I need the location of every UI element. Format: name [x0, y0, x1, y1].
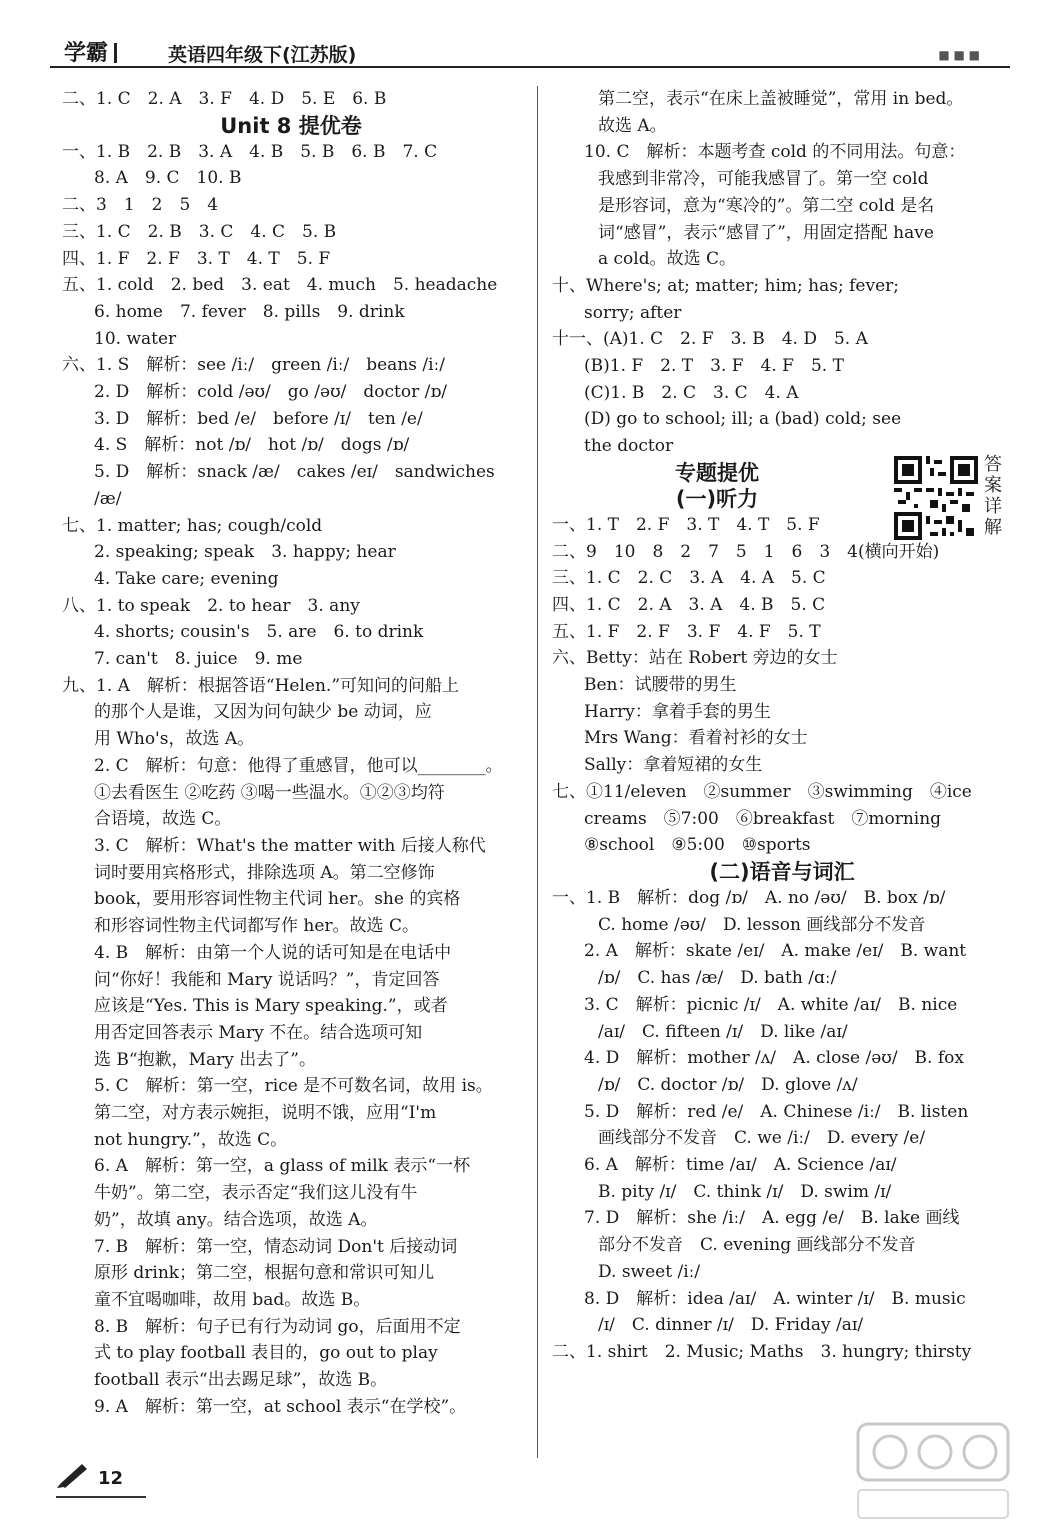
answer-line: 一、1. B 2. B 3. A 4. B 5. B 6. B 7. C: [62, 141, 438, 162]
answer-line: 5. D 解析：snack /æ/ cakes /eɪ/ sandwiches: [94, 462, 495, 483]
answer-line: 8. A 9. C 10. B: [94, 168, 242, 189]
answer-line: the doctor: [584, 436, 674, 457]
answer-line: 式 to play football 表目的，go out to play: [94, 1343, 438, 1364]
answer-line: 十、Where's; at; matter; him; has; fever;: [552, 275, 899, 296]
answer-line: (D) go to school; ill; a (bad) cold; see: [584, 409, 902, 430]
answer-line: 第二空，对方表示婉拒，说明不饿，应用“I'm: [94, 1103, 437, 1124]
answer-line: (B)1. F 2. T 3. F 4. F 5. T: [584, 356, 844, 377]
column-divider: [537, 86, 538, 1458]
answer-line: 问“你好！我能和 Mary 说话吗？”，肯定回答: [94, 969, 440, 990]
answer-line: 一、1. B 解析：dog /ɒ/ A. no /əʊ/ B. box /ɒ/: [552, 887, 946, 908]
answer-line: 3. C 解析：What's the matter with 后接人称代: [94, 835, 486, 856]
answer-line: 三、1. C 2. C 3. A 4. A 5. C: [552, 568, 826, 589]
answer-line: 9. A 解析：第一空，at school 表示“在学校”。: [94, 1396, 467, 1417]
answer-line: creams ⑤7:00 ⑥breakfast ⑦morning: [584, 808, 942, 829]
answer-line: B. pity /ɪ/ C. think /ɪ/ D. swim /ɪ/: [598, 1181, 892, 1202]
answer-line: 10. C 解析：本题考查 cold 的不同用法。句意：: [584, 142, 966, 163]
answer-line: 部分不发音 C. evening 画线部分不发音: [598, 1235, 916, 1256]
answer-line: book，要用形容词性物主代词 her。she 的宾格: [94, 889, 461, 910]
watermark-logo: [850, 1418, 1020, 1528]
answer-line: 2. C 解析：句意：他得了重感冒，他可以________。: [94, 755, 503, 776]
answer-line: 3. D 解析：bed /e/ before /ɪ/ ten /e/: [94, 408, 423, 429]
answer-line: 6. home 7. fever 8. pills 9. drink: [94, 301, 405, 322]
answer-line: Sally：拿着短裙的女生: [584, 755, 763, 776]
answer-line: 一、1. T 2. F 3. T 4. T 5. F: [552, 514, 820, 535]
answer-line: 5. C 解析：第一空，rice 是不可数名词，故用 is。: [94, 1076, 493, 1097]
brand-separator: [114, 43, 117, 63]
answer-line: /aɪ/ C. fifteen /ɪ/ D. like /aɪ/: [598, 1021, 848, 1042]
answer-line: 词时要用宾格形式，排除选项 A。第二空修饰: [94, 862, 435, 883]
answer-line: Harry：拿着手套的男生: [584, 701, 771, 722]
answer-line: 应该是“Yes. This is Mary speaking.”，或者: [94, 996, 448, 1017]
answer-line: 六、1. S 解析：see /iː/ green /iː/ beans /iː/: [62, 355, 446, 376]
answer-line: 10. water: [94, 328, 177, 349]
section-title: Unit 8 提优卷: [220, 113, 362, 138]
answer-line: Ben：试腰带的男生: [584, 675, 737, 696]
answer-line: 用否定回答表示 Mary 不在。结合选项可知: [94, 1022, 423, 1043]
left-column: [62, 86, 520, 1420]
answer-line: 7. can't 8. juice 9. me: [94, 649, 303, 670]
answer-line: 二、1. shirt 2. Music; Maths 3. hungry; thirsty: [552, 1341, 972, 1362]
answer-line: 合语境，故选 C。: [94, 809, 232, 830]
answer-line: 奶”，故填 any。结合选项，故选 A。: [94, 1209, 378, 1230]
answer-line: 四、1. F 2. F 3. T 4. T 5. F: [62, 248, 331, 269]
answer-line: 2. speaking; speak 3. happy; hear: [94, 542, 396, 563]
answer-line: 4. shorts; cousin's 5. are 6. to drink: [94, 622, 424, 643]
answer-line: 7. B 解析：第一空，情态动词 Don't 后接动词: [94, 1236, 458, 1257]
book-title: 英语四年级下(江苏版): [168, 44, 357, 66]
answer-line: ①去看医生 ②吃药 ③喝一些温水。①②③均符: [94, 782, 445, 803]
answer-line: 用 Who's，故选 A。: [94, 729, 255, 750]
pencil-icon: [56, 1458, 92, 1488]
brand-logo: [64, 36, 117, 67]
answer-line: C. home /əʊ/ D. lesson 画线部分不发音: [598, 914, 926, 935]
answer-line: 故选 A。: [598, 115, 667, 136]
answer-line: 原形 drink；第二空，根据句意和常识可知儿: [94, 1263, 435, 1284]
answer-line: football 表示“出去踢足球”，故选 B。: [94, 1370, 388, 1391]
answer-line: 二、1. C 2. A 3. F 4. D 5. E 6. B: [62, 89, 387, 109]
page-header: [50, 28, 1010, 68]
answer-line: 九、1. A 解析：根据答语“Helen.”可知问的问船上: [62, 675, 460, 696]
answer-line: /ɒ/ C. doctor /ɒ/ D. glove /ʌ/: [598, 1074, 858, 1095]
answer-line: 2. A 解析：skate /eɪ/ A. make /eɪ/ B. want: [584, 941, 967, 962]
page-footer: [56, 1458, 124, 1492]
answer-line: 6. A 解析：time /aɪ/ A. Science /aɪ/: [584, 1155, 897, 1176]
header-mark: ■ ■ ■: [938, 48, 980, 62]
answer-line: 的那个人是谁，又因为问句缺少 be 动词，应: [94, 702, 432, 723]
answer-line: 4. B 解析：由第一个人说的话可知是在电话中: [94, 942, 452, 963]
answer-line: 7. D 解析：she /iː/ A. egg /e/ B. lake 画线: [584, 1208, 960, 1229]
section-title: (二)语音与词汇: [709, 859, 855, 884]
answer-line: 我感到非常冷，可能我感冒了。第一空 cold: [598, 169, 929, 190]
answer-line: Mrs Wang：看着衬衫的女士: [584, 728, 808, 749]
answer-line: ⑧school ⑨5:00 ⑩sports: [584, 835, 811, 856]
answer-line: 二、3 1 2 5 4: [62, 195, 219, 216]
section-title: 专题提优: [675, 460, 759, 485]
answer-line: 童不宜喝咖啡，故用 bad。故选 B。: [94, 1289, 371, 1310]
answer-line: 四、1. C 2. A 3. A 4. B 5. C: [552, 594, 826, 615]
answer-line: 2. D 解析：cold /əʊ/ go /əʊ/ doctor /ɒ/: [94, 382, 447, 403]
answer-line: 五、1. F 2. F 3. F 4. F 5. T: [552, 621, 821, 642]
answer-line: 3. C 解析：picnic /ɪ/ A. white /aɪ/ B. nice: [584, 994, 958, 1015]
answer-line: /æ/: [94, 488, 122, 509]
answer-line: sorry; after: [584, 302, 682, 323]
answer-line: 三、1. C 2. B 3. C 4. C 5. B: [62, 221, 337, 242]
answer-line: 第二空，表示“在床上盖被睡觉”，常用 in bed。: [598, 89, 964, 109]
answer-line: not hungry.”，故选 C。: [94, 1129, 288, 1150]
brand-name: 学霸: [64, 41, 109, 66]
header-rule: [50, 66, 1010, 68]
answer-line: 画线部分不发音 C. we /iː/ D. every /e/: [598, 1128, 926, 1149]
answer-line: 词“感冒”，表示“感冒了”，用固定搭配 have: [598, 222, 934, 243]
answer-line: /ɪ/ C. dinner /ɪ/ D. Friday /aɪ/: [598, 1315, 864, 1336]
qr-code-icon[interactable]: [894, 456, 978, 540]
answer-line: 十一、(A)1. C 2. F 3. B 4. D 5. A: [552, 329, 868, 350]
answer-line: (C)1. B 2. C 3. C 4. A: [584, 382, 799, 403]
right-column: [552, 86, 1012, 1366]
answer-line: 6. A 解析：第一空，a glass of milk 表示“一杯: [94, 1156, 471, 1177]
answer-line: 七、1. matter; has; cough/cold: [62, 515, 323, 536]
answer-line: D. sweet /iː/: [598, 1261, 701, 1282]
answer-line: 5. D 解析：red /e/ A. Chinese /iː/ B. listen: [584, 1101, 969, 1122]
answer-line: /ɒ/ C. has /æ/ D. bath /ɑː/: [598, 968, 837, 989]
answer-line: 选 B“抱歉，Mary 出去了”。: [94, 1049, 316, 1070]
answer-line: 五、1. cold 2. bed 3. eat 4. much 5. headache: [62, 275, 498, 296]
page-number: 12: [98, 1468, 124, 1489]
answer-line: 七、①11/eleven ②summer ③swimming ④ice: [552, 781, 972, 802]
answer-line: 8. B 解析：句子已有行为动词 go，后面用不定: [94, 1316, 461, 1337]
answer-line: 是形容词，意为“寒冷的”。第二空 cold 是名: [598, 195, 935, 216]
answer-line: 和形容词性物主代词都写作 her。故选 C。: [94, 916, 419, 937]
answer-line: a cold。故选 C。: [598, 249, 737, 270]
answer-line: 八、1. to speak 2. to hear 3. any: [62, 595, 360, 616]
footer-rule: [56, 1496, 146, 1498]
answer-line: 二、9 10 8 2 7 5 1 6 3 4(横向开始): [552, 541, 940, 562]
answer-line: 8. D 解析：idea /aɪ/ A. winter /ɪ/ B. music: [584, 1288, 966, 1309]
answer-line: 4. D 解析：mother /ʌ/ A. close /əʊ/ B. fox: [584, 1048, 964, 1069]
section-title: (一)听力: [675, 486, 759, 511]
answer-line: 4. S 解析：not /ɒ/ hot /ɒ/ dogs /ɒ/: [94, 435, 410, 456]
qr-caption: 答案详解: [984, 454, 1002, 538]
answer-line: 六、Betty：站在 Robert 旁边的女士: [552, 648, 838, 669]
answer-line: 牛奶”。第二空，表示否定“我们这儿没有牛: [94, 1183, 418, 1204]
answer-line: 4. Take care; evening: [94, 568, 279, 589]
